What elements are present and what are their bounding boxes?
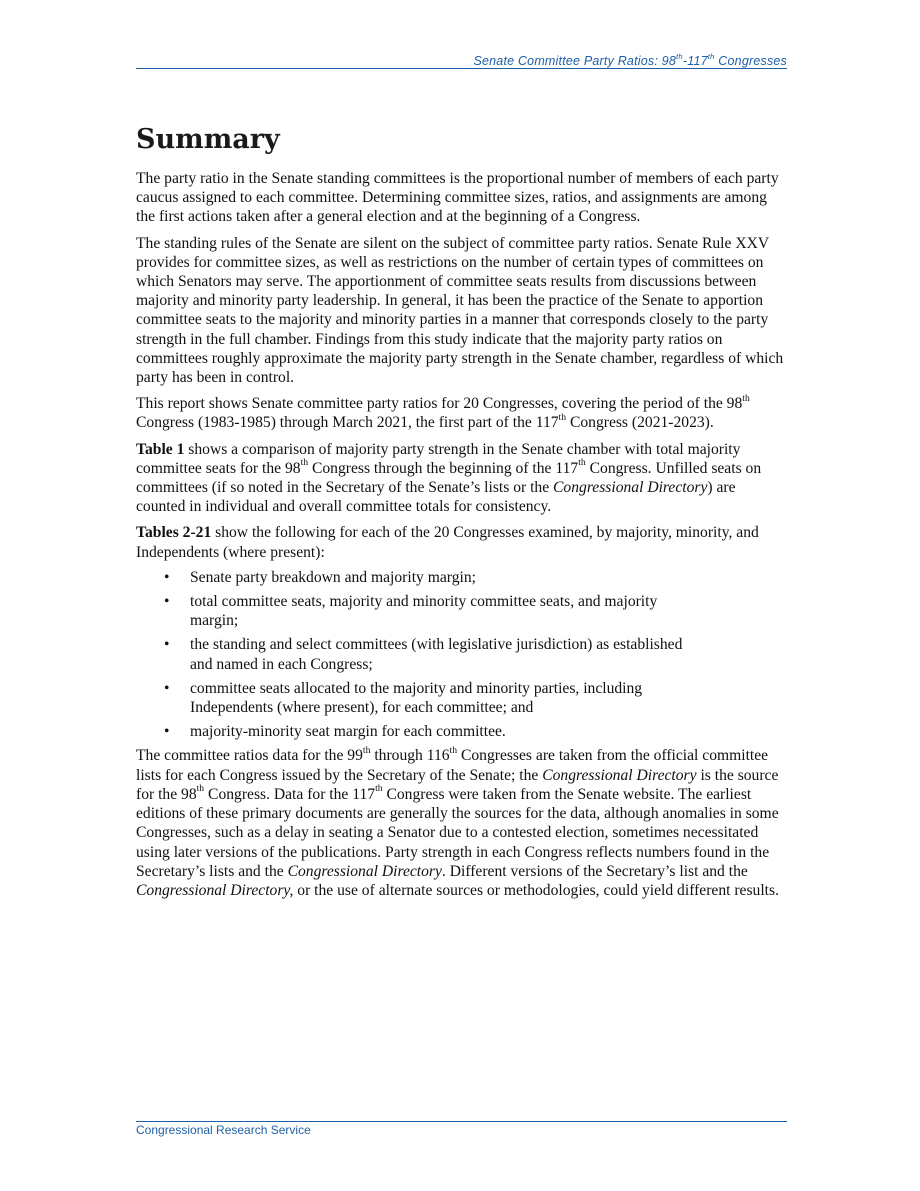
summary-body	[136, 169, 788, 907]
publication-title: Congressional Directory	[542, 766, 697, 784]
page-title: Summary	[136, 124, 280, 155]
text-run: Congress. Unfilled seats on committees (if so noted in the Secretary of the Senate’s lists or the	[136, 459, 762, 497]
bullet-icon: •	[164, 679, 170, 697]
list-item-text: majority-minority seat margin for each committee.	[190, 723, 506, 741]
footer-label: Congressional Research Service	[136, 1123, 311, 1137]
list-item-text: Senate party breakdown and majority margin;	[190, 568, 476, 586]
superscript: th	[362, 744, 371, 756]
superscript: th	[375, 783, 383, 795]
text-run: Congress (2021-2023).	[566, 414, 714, 432]
header-text: Congresses	[714, 54, 787, 68]
text-run: through 116	[370, 747, 450, 765]
text-run: is the source for the 98	[136, 766, 779, 803]
list-item-text: the standing and select committees (with legislative jurisdiction) as established and named in each Congress;	[190, 636, 683, 673]
table-reference: Table 1	[136, 440, 185, 458]
paragraph-standing-rules: The standing rules of the Senate are silent on the subject of committee party ratios. Senate Rule XXV provides for committee sizes, as well as restrictions on the number of certain types of committees on which Senators may serve. The apportionment of committee seats results from discussions between majority and minority party leadership. In general, it has been the practice of the Senate to apportion committee seats to the majority and minority parties in a manner that corresponds closely to the party strength in the full chamber. Findings from this study indicate that the majority party ratios on committees roughly approximate the majority party strength in the Senate chamber, regardless of which party has been in control.	[136, 234, 784, 387]
paragraph-party-ratio: The party ratio in the Senate standing committees is the proportional number of members of each party caucus assigned to each committee. Determining committee sizes, ratios, and assignments are among the first actions taken after a general election and at the beginning of a Congress.	[136, 170, 779, 226]
text-run: Congress. Data for the 117	[204, 785, 376, 803]
text-run: This report shows Senate committee party ratios for 20 Congresses, covering the period of the 98	[136, 395, 743, 413]
paragraph-table-1	[136, 440, 788, 517]
bullet-list	[136, 568, 788, 742]
paragraph-tables-2-21	[136, 523, 788, 561]
text-run: Congress were taken from the Senate website. The earliest editions of these primary documents are generally the sources for the data, although anomalies in some Congresses, such as a delay in seating a Senator due to a contested election, sometimes necessitated using later versions of the publications. Party strength in each Congress reflects numbers found in the Secretary’s lists and the	[136, 785, 779, 880]
text-run: Congress (1983-1985) through March 2021, the first part of the 117	[136, 414, 559, 432]
publication-title: Congressional Directory	[553, 479, 708, 497]
list-item	[136, 592, 695, 630]
table-reference: Tables 2-21	[136, 524, 212, 542]
superscript: th	[300, 457, 309, 469]
list-item	[136, 568, 695, 587]
header-rule	[136, 68, 787, 69]
publication-title: Congressional Directory	[287, 862, 442, 880]
text-run: shows a comparison of majority party strength in the Senate chamber with total majority committee seats for the 98	[136, 440, 741, 477]
publication-title: Congressional Directory,	[136, 881, 294, 899]
list-item	[136, 635, 695, 673]
superscript: th	[578, 457, 586, 469]
bullet-icon: •	[164, 636, 170, 654]
superscript: th	[449, 744, 458, 756]
list-item-text: committee seats allocated to the majority and minority parties, including Independents (where present), for each committee; and	[190, 679, 643, 717]
text-run: ) are counted in individual and overall committee totals for consistency.	[136, 479, 736, 516]
bullet-icon: •	[164, 593, 170, 611]
bullet-icon: •	[164, 723, 170, 741]
header-text: Senate Committee Party Ratios: 98	[473, 54, 676, 68]
list-item	[136, 722, 695, 741]
header-superscript: th	[707, 51, 715, 61]
text-run: . Different versions of the Secretary’s list and the	[441, 862, 748, 880]
text-run: or the use of alternate sources or methodologies, could yield different results.	[293, 881, 779, 899]
bullet-icon: •	[164, 568, 170, 586]
superscript: th	[742, 392, 750, 404]
paragraph-report-scope	[136, 394, 788, 432]
header-text: -117	[682, 54, 708, 68]
text-run: show the following for each of the 20 Congresses examined, by majority, minority, and Independents (where present):	[136, 524, 759, 561]
footer-rule	[136, 1121, 787, 1122]
text-run: The committee ratios data for the 99	[136, 747, 363, 765]
running-header	[136, 51, 787, 68]
list-item	[136, 679, 695, 717]
paragraph-data-sources	[136, 746, 788, 900]
text-run: Congress through the beginning of the 117	[308, 459, 579, 477]
superscript: th	[196, 783, 205, 795]
text-run: Congresses are taken from the official committee lists for each Congress issued by the Secretary of the Senate; the	[136, 747, 769, 784]
superscript: th	[558, 411, 567, 423]
header-superscript: th	[675, 51, 683, 61]
list-item-text: total committee seats, majority and minority committee seats, and majority margin;	[190, 593, 658, 630]
